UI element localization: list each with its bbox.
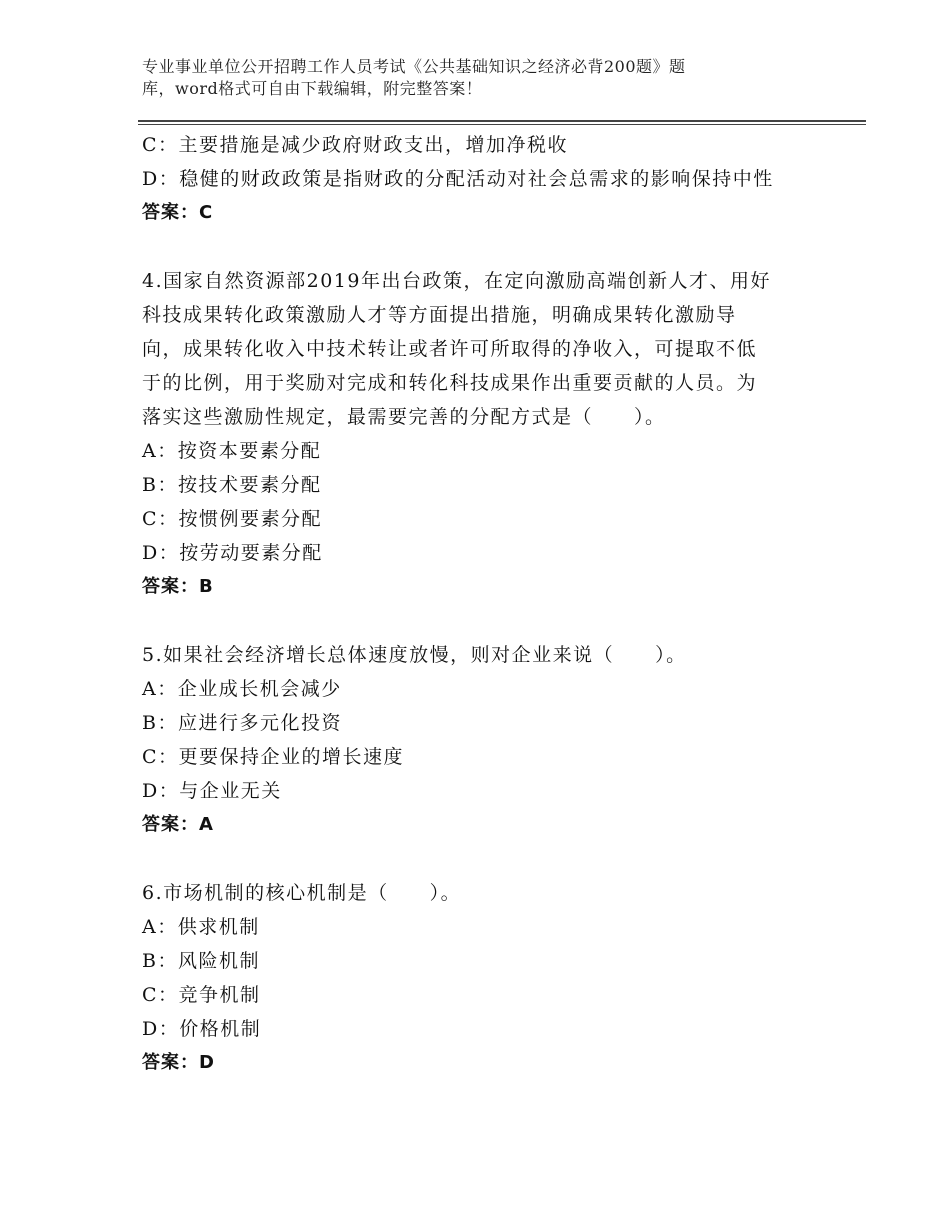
option-d: D：按劳动要素分配 [142, 542, 323, 564]
question-3-tail [142, 128, 822, 230]
option-a: A：供求机制 [142, 916, 260, 938]
answer: 答案：A [142, 814, 214, 835]
option-c: C：竞争机制 [142, 984, 261, 1006]
option-b: B：风险机制 [142, 950, 260, 972]
document-header [142, 56, 782, 100]
question-stem-line: 向，成果转化收入中技术转让或者许可所取得的净收入，可提取不低 [142, 338, 758, 360]
option-b: B：应进行多元化投资 [142, 712, 342, 734]
document-body [142, 128, 822, 1080]
question-stem-line: 科技成果转化政策激励人才等方面提出措施，明确成果转化激励导 [142, 304, 737, 326]
option-d: D：价格机制 [142, 1018, 262, 1040]
option-b: B：按技术要素分配 [142, 474, 322, 496]
spacer [142, 842, 822, 876]
answer: 答案：D [142, 1052, 215, 1073]
question-stem-line: 落实这些激励性规定，最需要完善的分配方式是（ ）。 [142, 406, 666, 428]
answer: 答案：C [142, 202, 214, 223]
question-stem: 6.市场机制的核心机制是（ ）。 [142, 882, 462, 904]
option-a: A：按资本要素分配 [142, 440, 322, 462]
header-rule-thick [138, 120, 866, 122]
spacer [142, 230, 822, 264]
spacer [142, 604, 822, 638]
option-c: C：按惯例要素分配 [142, 508, 323, 530]
option-d: D：与企业无关 [142, 780, 282, 802]
option-c: C：更要保持企业的增长速度 [142, 746, 405, 768]
question-5 [142, 638, 822, 842]
option-a: A：企业成长机会减少 [142, 678, 342, 700]
question-6 [142, 876, 822, 1080]
header-line-2: 库，word格式可自由下载编辑，附完整答案！ [142, 79, 483, 98]
question-stem: 5.如果社会经济增长总体速度放慢，则对企业来说（ ）。 [142, 644, 687, 666]
question-4 [142, 264, 822, 604]
question-stem-line: 于的比例，用于奖励对完成和转化科技成果作出重要贡献的人员。为 [142, 372, 758, 394]
option-c: C：主要措施是减少政府财政支出，增加净税收 [142, 134, 569, 156]
answer: 答案：B [142, 576, 214, 597]
header-rule-thin [138, 124, 866, 125]
question-stem-line: 4.国家自然资源部2019年出台政策，在定向激励高端创新人才、用好 [142, 270, 771, 292]
option-d: D：稳健的财政政策是指财政的分配活动对社会总需求的影响保持中性 [142, 168, 774, 190]
header-line-1: 专业事业单位公开招聘工作人员考试《公共基础知识之经济必背200题》题 [142, 57, 686, 76]
